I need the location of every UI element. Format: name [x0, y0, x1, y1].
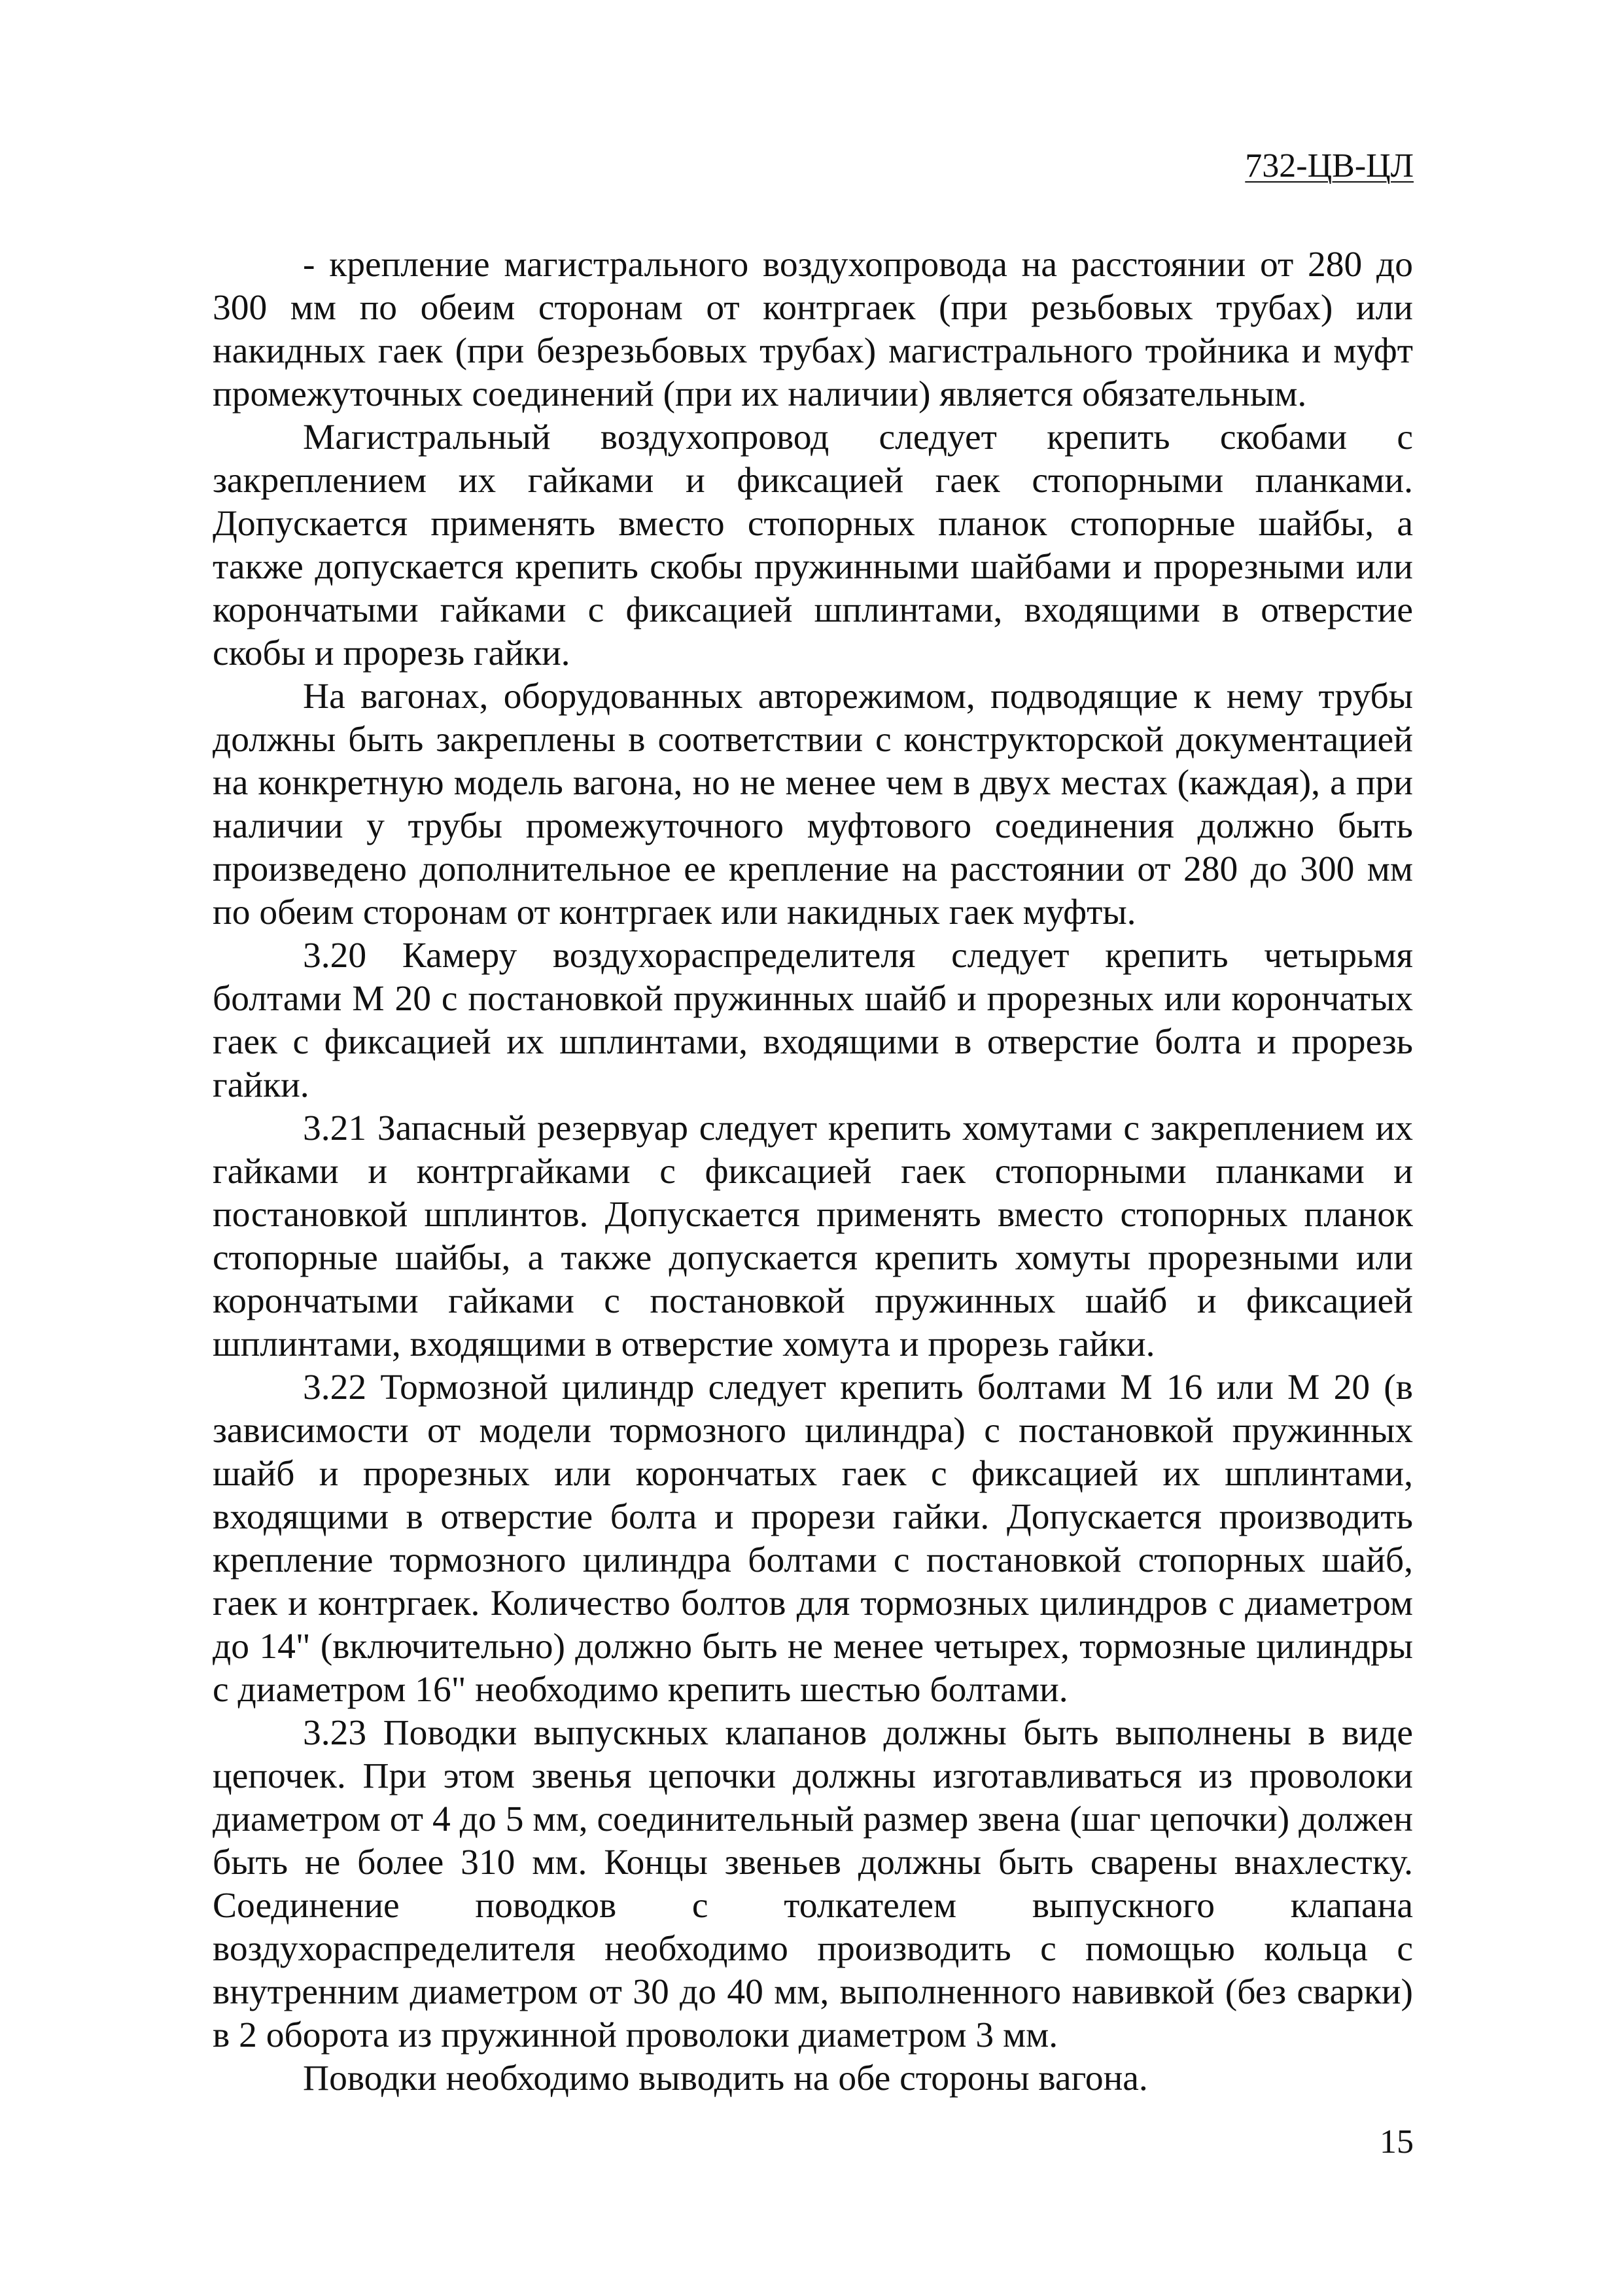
paragraph-leads-both-sides: Поводки необходимо выводить на обе стороны вагона. [303, 2058, 1148, 2098]
page-number: 15 [1380, 2123, 1414, 2161]
paragraph-3-21: 3.21 Запасный резервуар следует крепить хомутами с закреплением их гайками и контргайками с фиксацией гаек стопорными планками и постановкой шплинтов. Допускается применять вместо стопорных планок стопорные шайбы, а также допускается крепить хомуты прорезными или корончатыми гайками с постановкой пружинных шайб и фиксацией шплинтами, входящими в отверстие хомута и прорезь гайки. [213, 1108, 1413, 1364]
paragraph-3-22: 3.22 Тормозной цилиндр следует крепить болтами М 16 или М 20 (в зависимости от модели тормозного цилиндра) с постановкой пружинных шайб и прорезных или корончатых гаек с фиксацией их шплинтами, входящими в отверстие болта и прорези гайки. Допускается производить крепление тормозного цилиндра болтами с постановкой стопорных шайб, гаек и контргаек. Количество болтов для тормозных цилиндров с диаметром до 14" (включительно) должно быть не менее четырех, тормозные цилиндры с диаметром 16" необходимо крепить шестью болтами. [213, 1368, 1413, 1710]
body-text [213, 243, 1413, 2100]
paragraph-main-pipe-brackets: Магистральный воздухопровод следует крепить скобами с закреплением их гайками и фиксацией гаек стопорными планками. Допускается применять вместо стопорных планок стопорные шайбы, а также допускается крепить скобы пружинными шайбами и прорезными или корончатыми гайками с фиксацией шплинтами, входящими в отверстие скобы и прорезь гайки. [213, 417, 1413, 673]
paragraph-3-23: 3.23 Поводки выпускных клапанов должны быть выполнены в виде цепочек. При этом звенья цепочки должны изготавливаться из проволоки диаметром от 4 до 5 мм, соединительный размер звена (шаг цепочки) должен быть не более 310 мм. Концы звеньев должны быть сварены внахлестку. Соединение поводков с толкателем выпускного клапана воздухораспределителя необходимо производить с помощью кольца с внутренним диаметром от 30 до 40 мм, выполненного навивкой (без сварки) в 2 оборота из пружинной проволоки диаметром 3 мм. [213, 1713, 1413, 2055]
paragraph-fastening-main-pipe: - крепление магистрального воздухопровода на расстоянии от 280 до 300 мм по обеим сторонам от контргаек (при резьбовых трубах) или накидных гаек (при безрезьбовых трубах) магистрального тройника и муфт промежуточных соединений (при их наличии) является обязательным. [213, 245, 1413, 414]
paragraph-3-20: 3.20 Камеру воздухораспределителя следует крепить четырьмя болтами М 20 с постановкой пружинных шайб и прорезных или корончатых гаек с фиксацией их шплинтами, входящими в отверстие болта и прорезь гайки. [213, 936, 1413, 1105]
document-code: 732-ЦВ-ЦЛ [1245, 147, 1414, 185]
paragraph-autoregime-pipes: На вагонах, оборудованных авторежимом, подводящие к нему трубы должны быть закреплены в соответствии с конструкторской документацией на конкретную модель вагона, но не менее чем в двух местах (каждая), а при наличии у трубы промежуточного муфтового соединения должно быть произведено дополнительное ее крепление на расстоянии от 280 до 300 мм по обеим сторонам от контргаек или накидных гаек муфты. [213, 677, 1413, 932]
